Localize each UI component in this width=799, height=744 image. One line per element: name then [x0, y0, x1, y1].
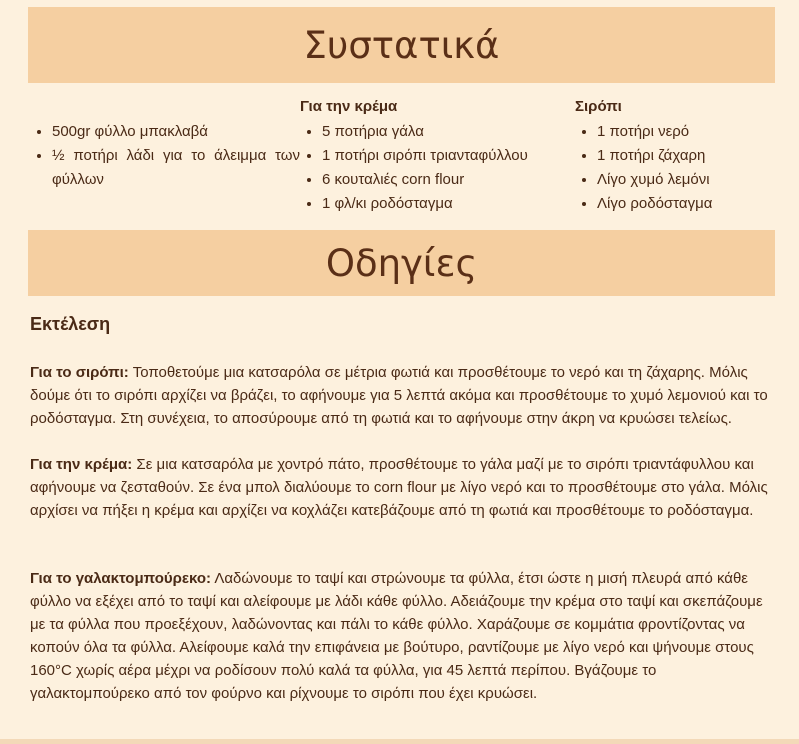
- ingredients-column-main: [30, 120, 300, 192]
- cream-subtitle: Για την κρέμα: [300, 98, 398, 115]
- execution-heading: Εκτέλεση: [30, 314, 111, 334]
- ingredients-list-syrup: [575, 120, 785, 216]
- list-item: • 6 κουταλιές corn flour: [322, 168, 560, 192]
- paragraph-label: Για το γαλακτομπούρεκο:: [30, 570, 212, 587]
- paragraph-label: Για την κρέμα:: [30, 456, 133, 473]
- list-item: • 5 ποτήρια γάλα: [322, 120, 560, 144]
- ingredients-title: Συστατικά: [303, 23, 500, 67]
- paragraph-text: Τοποθετούμε μια κατσαρόλα σε μέτρια φωτιά και προσθέτουμε το νερό και τη ζάχαρης. Μόλις δούμε ότι το σιρόπι αρχίζει να βράζει, το αφήνουμε για 5 λεπτά ακόμα και προσθέτουμε το χυμό λεμονιού και το ροδόσταγμα. Στη συνέχεια, το αποσύρουμε από τη φωτιά και το αφήνουμε στην άκρη να κρυώσει τελείως.: [30, 364, 768, 427]
- ingredients-list-cream: [300, 120, 560, 216]
- list-item: • ½ ποτήρι λάδι για το άλειμμα των φύλλων: [52, 144, 300, 192]
- syrup-instructions: [30, 361, 775, 430]
- ingredients-column-cream: [300, 98, 560, 216]
- list-item: • 1 φλ/κι ροδόσταγμα: [322, 192, 560, 216]
- list-item: • 1 ποτήρι ζάχαρη: [597, 144, 785, 168]
- syrup-subtitle: Σιρόπι: [575, 98, 622, 115]
- ingredients-header: [28, 7, 775, 83]
- ingredients-list-main: [30, 120, 300, 192]
- paragraph-text: Σε μια κατσαρόλα με χοντρό πάτο, προσθέτουμε το γάλα μαζί με το σιρόπι τριαντάφυλλου και αφήνουμε να ζεσταθούν. Σε ένα μπολ διαλύουμε το corn flour με λίγο νερό και το προσθέτουμε στο γάλα. Μόλις αρχίσει να πήξει η κρέμα και αρχίζει να κοχλάζει κατεβάζουμε από τη φωτιά και προσθέτουμε το ροδόσταγμα.: [30, 456, 768, 519]
- list-item: • 500gr φύλλο μπακλαβά: [52, 120, 300, 144]
- list-item: • 1 ποτήρι σιρόπι τριανταφύλλου: [322, 144, 560, 168]
- bottom-divider: [0, 739, 799, 744]
- cream-instructions: [30, 453, 775, 522]
- instructions-title: Οδηγίες: [325, 241, 478, 285]
- list-item: • Λίγο ροδόσταγμα: [597, 192, 785, 216]
- paragraph-label: Για το σιρόπι:: [30, 364, 129, 381]
- instructions-header: [28, 230, 775, 296]
- paragraph-text: Λαδώνουμε το ταψί και στρώνουμε τα φύλλα, έτσι ώστε η μισή πλευρά από κάθε φύλλο να εξέχει από το ταψί και αλείφουμε με λάδι κάθε φύλλο. Αδειάζουμε την κρέμα στο ταψί και σκεπάζουμε με τα φύλλα που προεξέχουν, λαδώνοντας και πάλι το κάθε φύλλο. Χαράζουμε σε κομμάτια φροντίζοντας να κοπούν όλα τα φύλλα. Αλείφουμε καλά την επιφάνεια με βούτυρο, ραντίζουμε με λίγο νερό και ψήνουμε στους 160°C χωρίς αέρα μέχρι να ροδίσουν πολύ καλά τα φύλλα, για 45 λεπτά περίπου. Βγάζουμε το γαλακτομπούρεκο από τον φούρνο και ρίχνουμε το σιρόπι που έχει κρυώσει.: [30, 570, 763, 702]
- ingredients-column-syrup: [575, 98, 785, 216]
- list-item: • Λίγο χυμό λεμόνι: [597, 168, 785, 192]
- galaktoboureko-instructions: [30, 567, 775, 705]
- list-item: • 1 ποτήρι νερό: [597, 120, 785, 144]
